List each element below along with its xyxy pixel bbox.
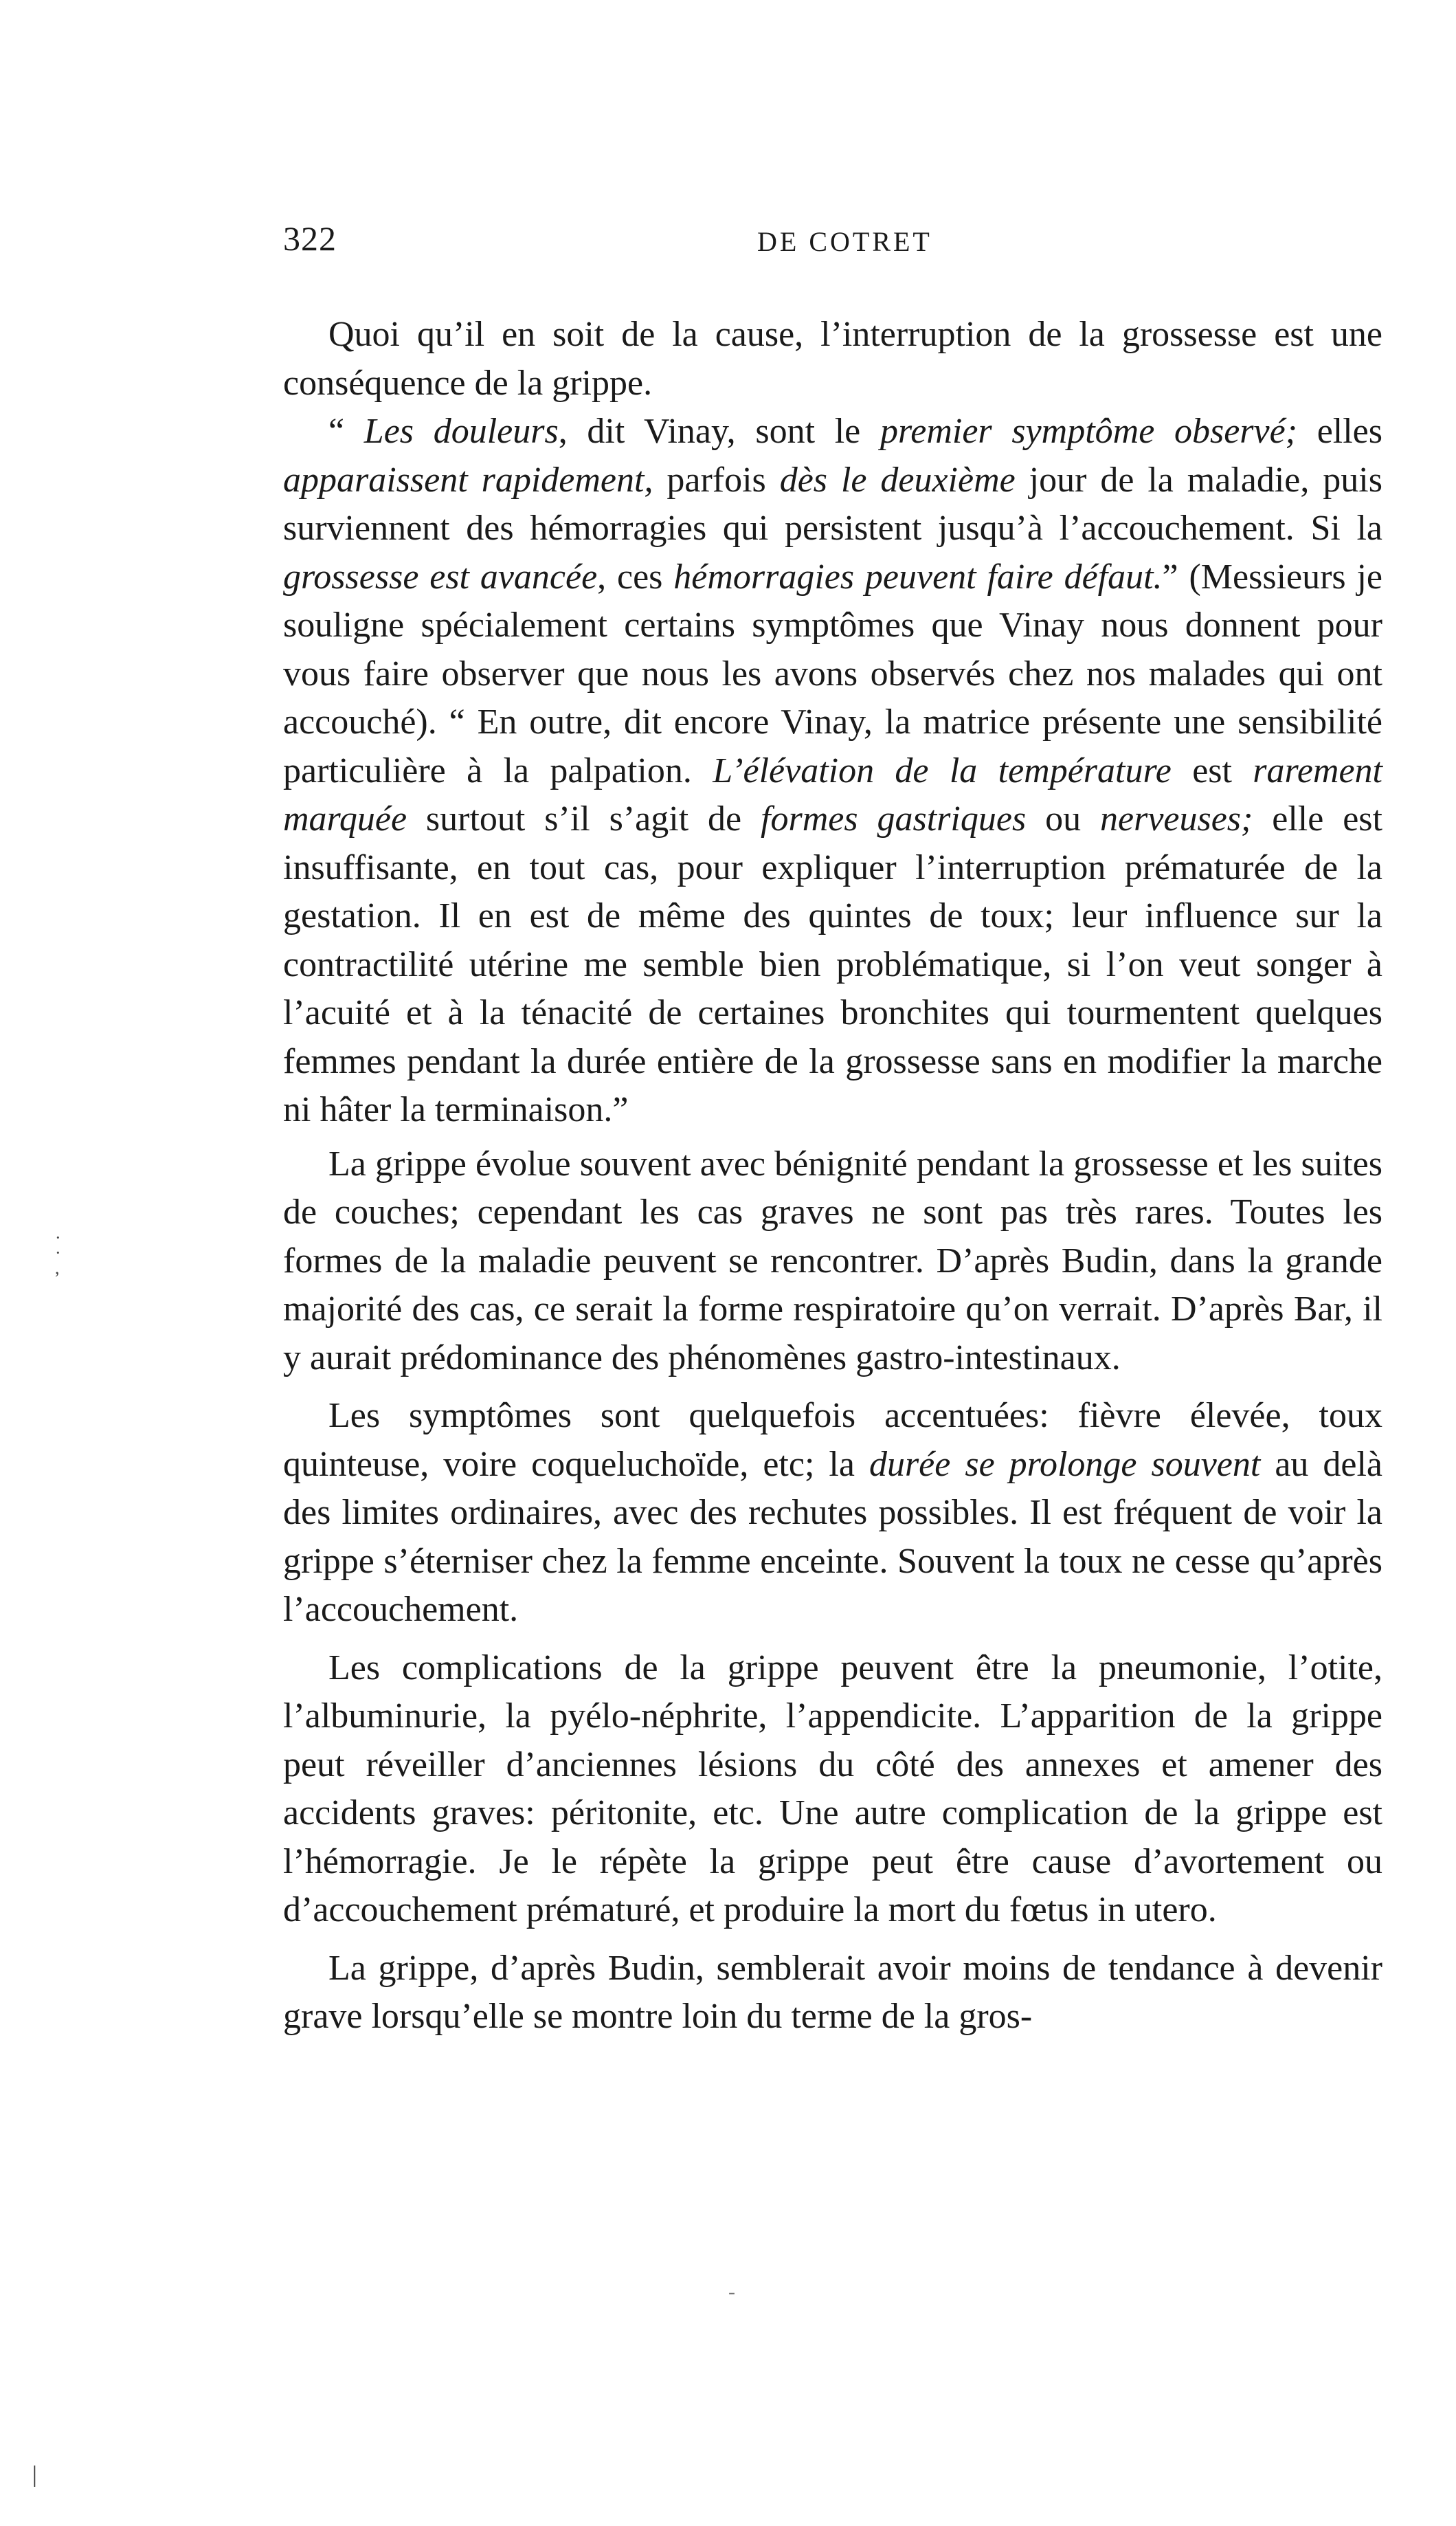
text-segment: au delà des limites ordinaires, avec des rechutes possibles. Il est fréquent de voir la grippe s’éterniser chez la femme enceinte. Souvent la toux ne cesse qu’après l’accouchement. <box>283 1444 1383 1629</box>
footer-mark: - <box>728 2281 735 2303</box>
italic-text: nerveuses; <box>1100 799 1253 839</box>
margin-mark: · · , <box>55 1228 61 1278</box>
text-segment: Les symptômes sont quelquefois accentuées: fièvre élevée, toux quinteuse, voire coqueluchoïde, etc; la <box>283 1396 1382 1484</box>
italic-text: dès le deuxième <box>779 460 1016 500</box>
running-head: DE COTRET <box>757 226 932 257</box>
text-segment: La grippe évolue souvent avec bénignité pendant la grossesse et les suites de couches; cependant les cas graves ne sont pas très rares. Toutes les formes de la maladie peuvent se rencontrer. D’après Budin, dans la grande majorité des cas, ce serait la forme respiratoire qu’on verrait. D’après Bar, il y aurait prédominance des phénomènes gastro-intestinaux. <box>283 1144 1382 1377</box>
paragraph <box>283 1644 1382 1935</box>
italic-text: formes gastriques <box>761 799 1027 839</box>
italic-text: rarement marquée <box>283 751 1382 839</box>
paragraph <box>283 408 1382 1135</box>
paragraph <box>283 311 1382 408</box>
italic-text: apparaissent rapidement, <box>283 460 653 500</box>
paragraph <box>283 1945 1382 2041</box>
text-segment: “ <box>328 412 364 451</box>
paragraph <box>283 1392 1382 1635</box>
italic-text: durée se prolonge souvent <box>869 1444 1261 1484</box>
margin-mark: | <box>32 2462 37 2488</box>
text-segment: ” (Messieurs je souligne spécialement certains symptômes que Vinay nous donnent pour vous faire observer que nous les avons observés chez nos malades qui ont accouché). “ En outre, dit encore Vinay, la matrice présente une sensibilité particulière à la palpation. <box>283 557 1383 790</box>
text-segment: , ces <box>597 557 674 597</box>
text-segment: La grippe, d’après Budin, semblerait avoir moins de tendance à devenir grave lorsqu’elle se montre loin du terme de la gros- <box>283 1948 1382 2036</box>
text-segment: parfois <box>653 460 780 500</box>
text-segment: est <box>1171 751 1253 790</box>
paragraph <box>283 1140 1382 1383</box>
page-header <box>283 219 1382 267</box>
italic-text: premier symptôme observé; <box>880 412 1317 451</box>
text-segment: elle est insuffisante, en tout cas, pour expliquer l’interruption prématurée de la gestation. Il en est de même des quintes de toux; leur influence sur la contractilité utérine me semble bien problématique, si l’on veut songer à l’acuité et à la ténacité de certaines bronchites qui tourmentent quelques femmes pendant la durée entière de la grossesse sans en modifier la marche ni hâter la terminaison.” <box>283 799 1382 1129</box>
italic-text: L’élévation de la température <box>713 751 1172 790</box>
body-text <box>283 311 1382 2041</box>
text-segment: Les complications de la grippe peuvent être la pneumonie, l’otite, l’albuminurie, la pyélo-néphrite, l’appendicite. L’apparition de la grippe peut réveiller d’anciennes lésions du côté des annexes et amener des accidents graves: péritonite, etc. Une autre complication de la grippe est l’hémorragie. Je le répète la grippe peut être cause d’avortement ou d’accouchement prématuré, et produire la mort du fœtus in utero. <box>283 1648 1382 1929</box>
text-segment: ou <box>1026 799 1100 839</box>
text-segment: jour de la maladie, puis surviennent des hémorragies qui persistent jusqu’à l’accouchement. Si la <box>283 460 1382 548</box>
italic-text: hémorragies peuvent faire défaut. <box>673 557 1163 597</box>
text-segment: Quoi qu’il en soit de la cause, l’interruption de la grossesse est une conséquence de la grippe. <box>283 315 1382 403</box>
italic-text: grossesse est avancée <box>283 557 598 597</box>
text-segment: elles <box>1317 412 1382 451</box>
page-number: 322 <box>283 219 337 258</box>
italic-text: Les douleurs <box>363 412 559 451</box>
text-segment: surtout s’il s’agit de <box>407 799 761 839</box>
text-segment: , dit Vinay, sont le <box>558 412 880 451</box>
